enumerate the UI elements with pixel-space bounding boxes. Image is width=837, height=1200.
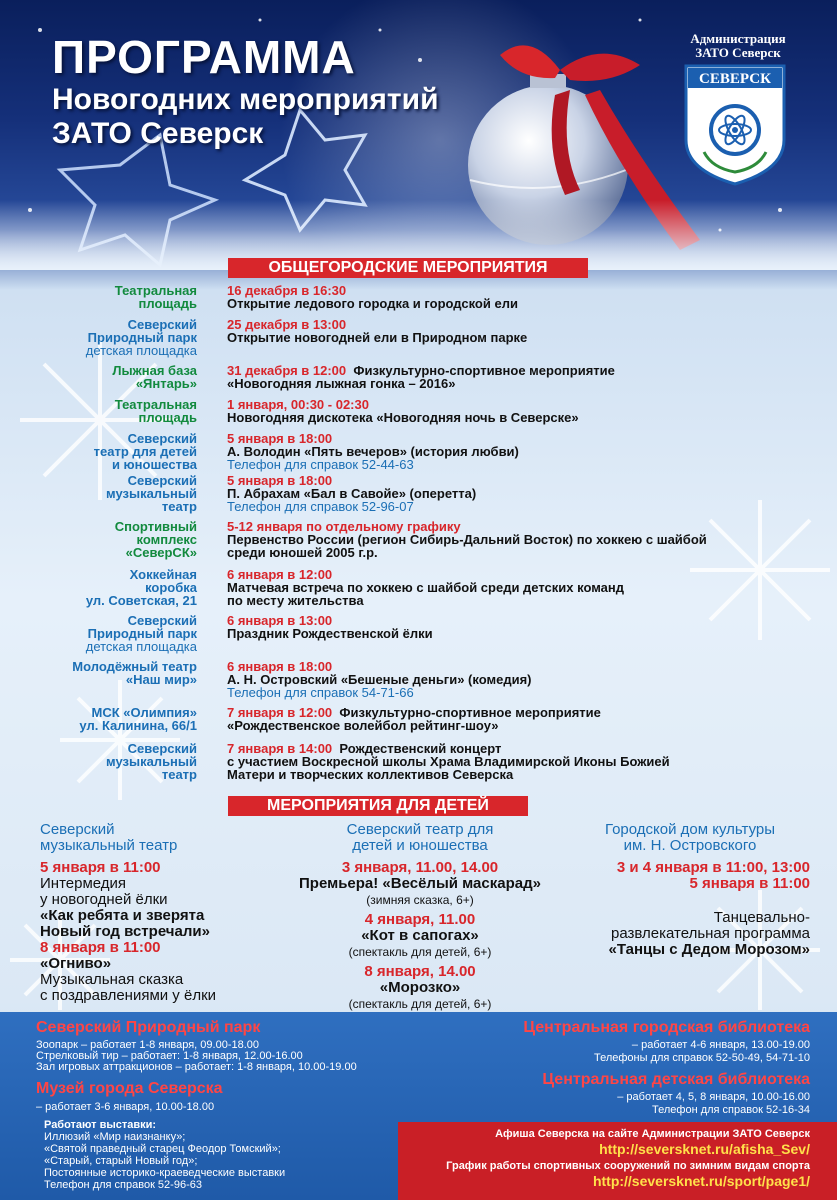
event-date: 25 декабря в 13:00 <box>227 317 347 332</box>
col1-date-2: 8 января в 11:00 <box>40 939 161 956</box>
event-date: 6 января в 13:00 <box>227 613 333 628</box>
col3-heading-1: Городской дом культуры <box>604 821 776 838</box>
col2-heading-2: детей и юношества <box>352 837 488 854</box>
col3-bold-1: «Танцы с Дедом Морозом» <box>608 941 810 958</box>
venue-line: ул. Советская, 21 <box>85 593 197 608</box>
col3-date-1: 3 и 4 января в 11:00, 13:00 <box>616 859 810 876</box>
section-kids-events: МЕРОПРИЯТИЯ ДЛЯ ДЕТЕЙ <box>228 796 528 816</box>
event-title: Открытие ледового городка и городской ели <box>227 296 518 311</box>
event-details <box>227 364 807 390</box>
event-venue <box>70 660 197 686</box>
library-line-2: Телефоны для справок 52-50-49, 54-71-10 <box>593 1052 810 1064</box>
museum-line-5: «Старый, старый Новый год»; <box>44 1155 198 1167</box>
event-title: Открытие новогодней ели в Природном парке <box>227 330 528 345</box>
venue-line: Молодёжный театр <box>72 659 197 674</box>
venue-line: «Янтарь» <box>135 376 197 391</box>
event-title: «Рождественское волейбол рейтинг-шоу» <box>227 718 499 733</box>
venue-subtitle: детская площадка <box>85 343 197 358</box>
park-line-2: Стрелковый тир – работает: 1-8 января, 12.00-16.00 <box>36 1050 303 1062</box>
event-date: 5 января в 18:00 <box>227 473 333 488</box>
col3-text-1: Танцевально- <box>713 909 810 926</box>
col2-small-3: (спектакль для детей, 6+) <box>348 997 492 1011</box>
event-title: Праздник Рождественской ёлки <box>227 626 433 641</box>
sport-schedule-link[interactable]: http://seversknet.ru/sport/page1/ <box>592 1173 810 1189</box>
col3-date-2: 5 января в 11:00 <box>689 875 810 892</box>
venue-line: «СеверСК» <box>125 545 197 560</box>
venue-line: «Наш мир» <box>125 672 197 687</box>
venue-line: Театральная <box>114 397 197 412</box>
event-details <box>227 568 807 607</box>
event-type: Физкультурно-спортивное мероприятие <box>339 705 601 720</box>
venue-line: Спортивный <box>114 519 197 534</box>
event-type: Рождественский концерт <box>339 741 502 756</box>
event-details <box>227 660 807 699</box>
park-line-1: Зоопарк – работает 1-8 января, 09.00-18.00 <box>36 1039 260 1051</box>
venue-line: музыкальный <box>106 486 197 501</box>
venue-line: комплекс <box>136 532 197 547</box>
col1-text-2: у новогодней ёлки <box>40 891 168 908</box>
event-venue <box>70 474 197 513</box>
child-library-line-1: – работает 4, 5, 8 января, 10.00-16.00 <box>617 1091 810 1103</box>
col3-text-2: развлекательная программа <box>611 925 810 942</box>
event-date: 31 декабря в 12:00 <box>227 363 347 378</box>
event-details <box>227 318 807 344</box>
venue-line: Северский <box>127 317 197 332</box>
event-title: Матчевая встреча по хоккею с шайбой среди детских команд <box>227 580 625 595</box>
event-date: 6 января в 12:00 <box>227 567 333 582</box>
museum-line-6: Постоянные историко-краеведческие выставки <box>44 1167 286 1179</box>
event-details <box>227 706 807 732</box>
venue-line: Природный парк <box>87 626 197 641</box>
venue-line: Северский <box>127 473 197 488</box>
event-title: А. Н. Островский «Бешеные деньги» (комедия) <box>227 672 532 687</box>
event-venue <box>70 520 197 559</box>
museum-line-3: Иллюзий «Мир наизнанку»; <box>44 1131 186 1143</box>
afisha-label: Афиша Северска на сайте Администрации ЗАТО Северск <box>495 1128 810 1140</box>
venue-line: МСК «Олимпия» <box>91 705 197 720</box>
col2-heading-1: Северский театр для <box>346 821 494 838</box>
event-type: Физкультурно-спортивное мероприятие <box>353 363 615 378</box>
col1-heading-1: Северский <box>40 821 115 838</box>
museum-title: Музей города Северска <box>36 1080 223 1097</box>
venue-line: театр для детей <box>93 444 197 459</box>
col1-bold-2: Новый год встречали» <box>40 923 210 940</box>
event-title: «Новогодняя лыжная гонка – 2016» <box>227 376 456 391</box>
event-details <box>227 284 807 310</box>
venue-line: театр <box>161 499 197 514</box>
title-zato-seversk: ЗАТО Северск <box>52 117 264 150</box>
col2-date-2: 4 января, 11.00 <box>364 911 476 928</box>
col2-small-1: (зимняя сказка, 6+) <box>366 893 474 907</box>
col2-small-2: (спектакль для детей, 6+) <box>348 945 492 959</box>
venue-line: коробка <box>145 580 197 595</box>
col1-heading-2: музыкальный театр <box>40 837 178 854</box>
event-details <box>227 520 807 559</box>
col1-text-4: с поздравлениями у ёлки <box>40 987 217 1004</box>
event-title: А. Володин «Пять вечеров» (история любви) <box>227 444 519 459</box>
crest-label: СЕВЕРСК <box>699 71 771 87</box>
event-details <box>227 432 807 471</box>
col1-bold-3: «Огниво» <box>40 955 112 972</box>
child-library-line-2: Телефон для справок 52-16-34 <box>652 1104 810 1116</box>
event-phone: Телефон для справок 54-71-66 <box>227 685 414 700</box>
venue-line: площадь <box>138 410 197 425</box>
park-line-3: Зал игровых аттракционов – работает: 1-8 января, 10.00-19.00 <box>36 1061 357 1073</box>
col2-bold-3: «Морозко» <box>379 979 461 996</box>
title-programma: ПРОГРАММА <box>52 31 356 83</box>
event-date: 16 декабря в 16:30 <box>227 283 347 298</box>
event-title: П. Абрахам «Бал в Савойе» (оперетта) <box>227 486 477 501</box>
event-venue <box>70 568 197 607</box>
admin-line-1: Администрация <box>690 31 786 46</box>
venue-subtitle: детская площадка <box>85 639 197 654</box>
event-title: по месту жительства <box>227 593 364 608</box>
venue-line: площадь <box>138 296 197 311</box>
event-details <box>227 614 807 640</box>
event-phone: Телефон для справок 52-44-63 <box>227 457 414 472</box>
col2-bold-1: Премьера! «Весёлый маскарад» <box>299 875 541 892</box>
col2-bold-2: «Кот в сапогах» <box>361 927 479 944</box>
event-venue <box>70 432 197 471</box>
event-date: 5-12 января по отдельному графику <box>227 519 461 534</box>
col2-date-3: 8 января, 14.00 <box>364 963 476 980</box>
event-date: 7 января в 12:00 <box>227 705 333 720</box>
event-venue <box>70 614 197 653</box>
event-title: Новогодняя дискотека «Новогодняя ночь в Северске» <box>227 410 579 425</box>
venue-line: Природный парк <box>87 330 197 345</box>
col1-text-3: Музыкальная сказка <box>40 971 184 988</box>
library-title: Центральная городская библиотека <box>523 1019 810 1036</box>
child-library-title: Центральная детская библиотека <box>542 1071 810 1088</box>
event-details <box>227 742 807 781</box>
event-venue <box>70 318 197 357</box>
park-title: Северский Природный парк <box>36 1019 261 1036</box>
afisha-link[interactable]: http://seversknet.ru/afisha_Sev/ <box>599 1141 810 1157</box>
event-date: 6 января в 18:00 <box>227 659 333 674</box>
event-date: 7 января в 14:00 <box>227 741 333 756</box>
venue-line: Северский <box>127 431 197 446</box>
sport-schedule-label: График работы спортивных сооружений по зимним видам спорта <box>446 1160 810 1172</box>
venue-line: Северский <box>127 613 197 628</box>
venue-line: Лыжная база <box>112 363 197 378</box>
event-title: с участием Воскресной школы Храма Владимирской Иконы Божией <box>227 754 670 769</box>
venue-line: и юношества <box>111 457 197 472</box>
venue-line: Северский <box>127 741 197 756</box>
event-details <box>227 398 807 424</box>
event-venue <box>70 742 197 781</box>
col1-bold-1: «Как ребята и зверята <box>40 907 205 924</box>
event-venue <box>70 706 197 732</box>
event-date: 1 января, 00:30 - 02:30 <box>227 397 369 412</box>
kids-col-youth-theatre <box>280 822 560 1012</box>
section-city-events: ОБЩЕГОРОДСКИЕ МЕРОПРИЯТИЯ <box>228 258 588 278</box>
museum-line-2: Работают выставки: <box>44 1119 157 1131</box>
museum-line-4: «Святой праведный старец Феодор Томский»; <box>44 1143 281 1155</box>
administration-label <box>668 32 808 60</box>
venue-line: Театральная <box>114 283 197 298</box>
venue-line: Хоккейная <box>129 567 197 582</box>
event-details <box>227 474 807 513</box>
col2-date-1: 3 января, 11.00, 14.00 <box>341 859 499 876</box>
kids-col-music-theatre <box>40 822 270 1004</box>
event-venue <box>70 364 197 390</box>
kids-col-culture-house <box>570 822 810 958</box>
seversk-crest-icon <box>682 62 788 186</box>
venue-line: театр <box>161 767 197 782</box>
museum-line-1: – работает 3-6 января, 10.00-18.00 <box>36 1101 215 1113</box>
event-title: среди юношей 2005 г.р. <box>227 545 378 560</box>
title-new-year-events: Новогодних мероприятий <box>52 83 439 116</box>
venue-line: музыкальный <box>106 754 197 769</box>
col1-text-1: Интермедия <box>40 875 127 892</box>
event-title: Матери и творческих коллективов Северска <box>227 767 514 782</box>
event-phone: Телефон для справок 52-96-07 <box>227 499 414 514</box>
event-title: Первенство России (регион Сибирь-Дальний Восток) по хоккею с шайбой <box>227 532 707 547</box>
col1-date-1: 5 января в 11:00 <box>40 859 161 876</box>
col3-heading-2: им. Н. Островского <box>623 837 757 854</box>
event-date: 5 января в 18:00 <box>227 431 333 446</box>
library-line-1: – работает 4-6 января, 13.00-19.00 <box>631 1039 810 1051</box>
header-area <box>0 0 837 270</box>
admin-line-2: ЗАТО Северск <box>695 45 781 60</box>
event-venue <box>70 398 197 424</box>
event-venue <box>70 284 197 310</box>
venue-line: ул. Калинина, 66/1 <box>79 718 197 733</box>
museum-line-7: Телефон для справок 52-96-63 <box>44 1179 202 1191</box>
